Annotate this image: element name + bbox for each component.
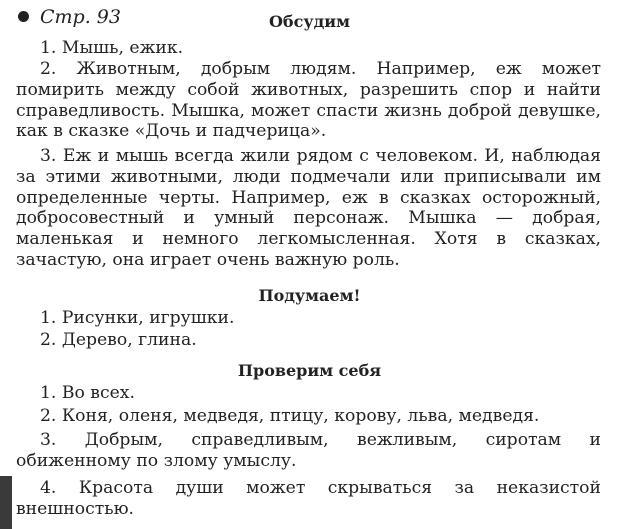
answer-paragraph: 3. Еж и мышь всегда жили рядом с человеком. И, наблюдая за этими животными, люди подмечали или приписывали им определенные черты. Например, еж в сказках осторожный, добросовестный и умный персонаж. Мышка — добрая, маленькая и немного легкомысленная. Хотя в сказках, зачастую, она играет очень важную роль. xyxy=(16,146,601,270)
answer-paragraph: 1. Мышь, ежик. xyxy=(40,38,184,58)
section-title-self-check: Проверим себя xyxy=(237,361,382,380)
answer-paragraph: 2. Коня, оленя, медведя, птицу, корову, льва, медведя. xyxy=(40,406,540,426)
answer-paragraph: 2. Животным, добрым людям. Например, еж может помирить между собой животных, разрешить спор и найти справедливость. Мышка, может спасти жизнь доброй девушке, как в сказке «Дочь и падчерица». xyxy=(16,59,601,142)
answer-paragraph: 1. Во всех. xyxy=(40,383,135,403)
section-title-discuss: Обсудим xyxy=(268,12,351,31)
page-reference: Стр. 93 xyxy=(40,6,121,28)
answer-paragraph: 2. Дерево, глина. xyxy=(40,330,197,350)
answer-paragraph: 4. Красота души может скрываться за неказистой внешностью. xyxy=(16,478,601,519)
section-title-think: Подумаем! xyxy=(258,286,361,305)
answer-paragraph: 1. Рисунки, игрушки. xyxy=(40,308,235,328)
answer-paragraph: 3. Добрым, справедливым, вежливым, сиротам и обиженному по злому умыслу. xyxy=(16,430,601,471)
scan-edge-mark xyxy=(0,476,12,529)
